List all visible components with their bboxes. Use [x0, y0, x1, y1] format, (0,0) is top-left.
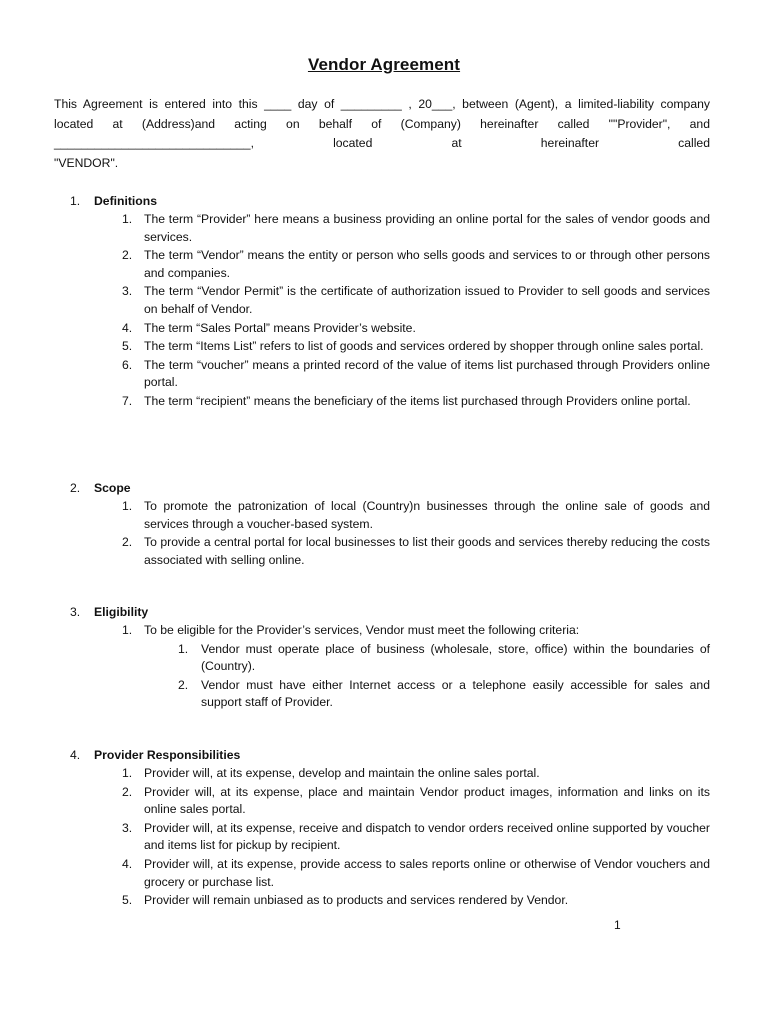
- section-heading: [54, 479, 710, 498]
- intro-paragraph: [54, 95, 710, 173]
- section-provider-responsibilities: [54, 746, 710, 911]
- item-text: The term “Items List” refers to list of goods and services ordered by shopper through online sales portal.: [144, 339, 704, 354]
- list-item: [54, 498, 710, 533]
- item-number: 1.: [122, 499, 133, 513]
- item-number: 1.: [122, 766, 133, 780]
- list-item: [54, 320, 710, 338]
- section-number: 4.: [70, 748, 81, 762]
- item-number: 5.: [122, 893, 133, 908]
- sub-list-item: [54, 641, 710, 676]
- item-text: The term “voucher” means a printed record of the value of items list purchased through Providers online portal.: [144, 357, 710, 390]
- list-item: [54, 856, 710, 891]
- item-text: Provider will, at its expense, develop and maintain the online sales portal.: [144, 766, 540, 780]
- section-number: 2.: [70, 481, 81, 495]
- list-item: [54, 534, 710, 569]
- list-item: [54, 784, 710, 819]
- section-scope: [54, 479, 710, 570]
- item-text: The term “Provider” here means a business providing an online portal for the sales of vendor goods and services.: [144, 212, 710, 244]
- list-item: [54, 247, 710, 282]
- section-title: Scope: [94, 481, 131, 495]
- list-item: [54, 393, 710, 411]
- section-heading: [54, 746, 710, 765]
- list-item: [54, 622, 710, 640]
- intro-line: "VENDOR".: [54, 155, 119, 170]
- item-number: 1.: [122, 212, 133, 226]
- intro-line: located at (Address)and acting on behalf of (Company) hereinafter called ""Provider", and: [54, 116, 710, 131]
- item-number: 7.: [122, 393, 133, 408]
- item-number: 2.: [122, 784, 133, 799]
- item-text: The term “Vendor” means the entity or person who sells goods and services to or through other persons and companies.: [144, 248, 710, 280]
- intro-line: _____________________________, located at hereinafter called: [54, 136, 710, 151]
- item-text: To be eligible for the Provider’s services, Vendor must meet the following criteria:: [144, 623, 580, 637]
- section-title: Definitions: [94, 194, 157, 208]
- list-item: [54, 211, 710, 246]
- item-number: 5.: [122, 339, 133, 354]
- item-text: Provider will, at its expense, receive and dispatch to vendor orders received online supported by voucher and items list for pickup by recipient.: [144, 820, 710, 853]
- list-item: [54, 765, 710, 783]
- item-text: Provider will, at its expense, provide access to sales reports online or otherwise of Vendor vouchers and grocery or purchase list.: [144, 856, 710, 889]
- list-item: [54, 283, 710, 318]
- list-item: [54, 357, 710, 392]
- section-number: 1.: [70, 194, 81, 208]
- item-number: 2.: [122, 535, 133, 550]
- sub-item-number: 1.: [178, 641, 189, 656]
- sub-item-number: 2.: [178, 677, 189, 692]
- section-heading: [54, 192, 710, 211]
- intro-line: This Agreement is entered into this ____ day of _________ , 20___, between (Agent), a limited-liability company: [54, 97, 710, 111]
- document-title: Vendor Agreement: [307, 55, 461, 74]
- item-number: 3.: [122, 820, 133, 835]
- sub-item-text: Vendor must have either Internet access or a telephone easily accessible for sales and support staff of Provider.: [201, 677, 710, 710]
- item-number: 6.: [122, 357, 133, 372]
- item-number: 2.: [122, 248, 133, 263]
- sub-item-text: Vendor must operate place of business (wholesale, store, office) within the boundaries of (Country).: [201, 641, 710, 674]
- item-number: 1.: [122, 623, 133, 637]
- section-definitions: [54, 192, 710, 412]
- item-number: 3.: [122, 284, 133, 299]
- item-text: To promote the patronization of local (Country)n businesses through the online sale of goods and services through a voucher-based system.: [144, 499, 710, 531]
- item-number: 4.: [122, 856, 133, 871]
- list-item: [54, 892, 710, 910]
- item-text: Provider will, at its expense, place and maintain Vendor product images, information and links on its online sales portal.: [144, 784, 710, 817]
- section-title: Provider Responsibilities: [94, 748, 241, 762]
- item-text: Provider will remain unbiased as to products and services rendered by Vendor.: [144, 893, 569, 908]
- item-text: To provide a central portal for local businesses to list their goods and services thereby reducing the costs associated with selling online.: [144, 535, 710, 567]
- item-text: The term “Vendor Permit” is the certificate of authorization issued to Provider to sell goods and services on behalf of Vendor.: [144, 284, 710, 316]
- list-item: [54, 338, 710, 356]
- list-item: [54, 820, 710, 855]
- section-title: Eligibility: [94, 605, 149, 619]
- section-eligibility: [54, 603, 710, 713]
- item-text: The term “Sales Portal” means Provider’s website.: [144, 320, 416, 335]
- section-heading: [54, 603, 710, 622]
- section-number: 3.: [70, 605, 81, 619]
- item-text: The term “recipient” means the beneficiary of the items list purchased through Providers online portal.: [144, 393, 691, 408]
- item-number: 4.: [122, 320, 133, 335]
- page-number: 1: [614, 918, 621, 932]
- sub-list-item: [54, 677, 710, 712]
